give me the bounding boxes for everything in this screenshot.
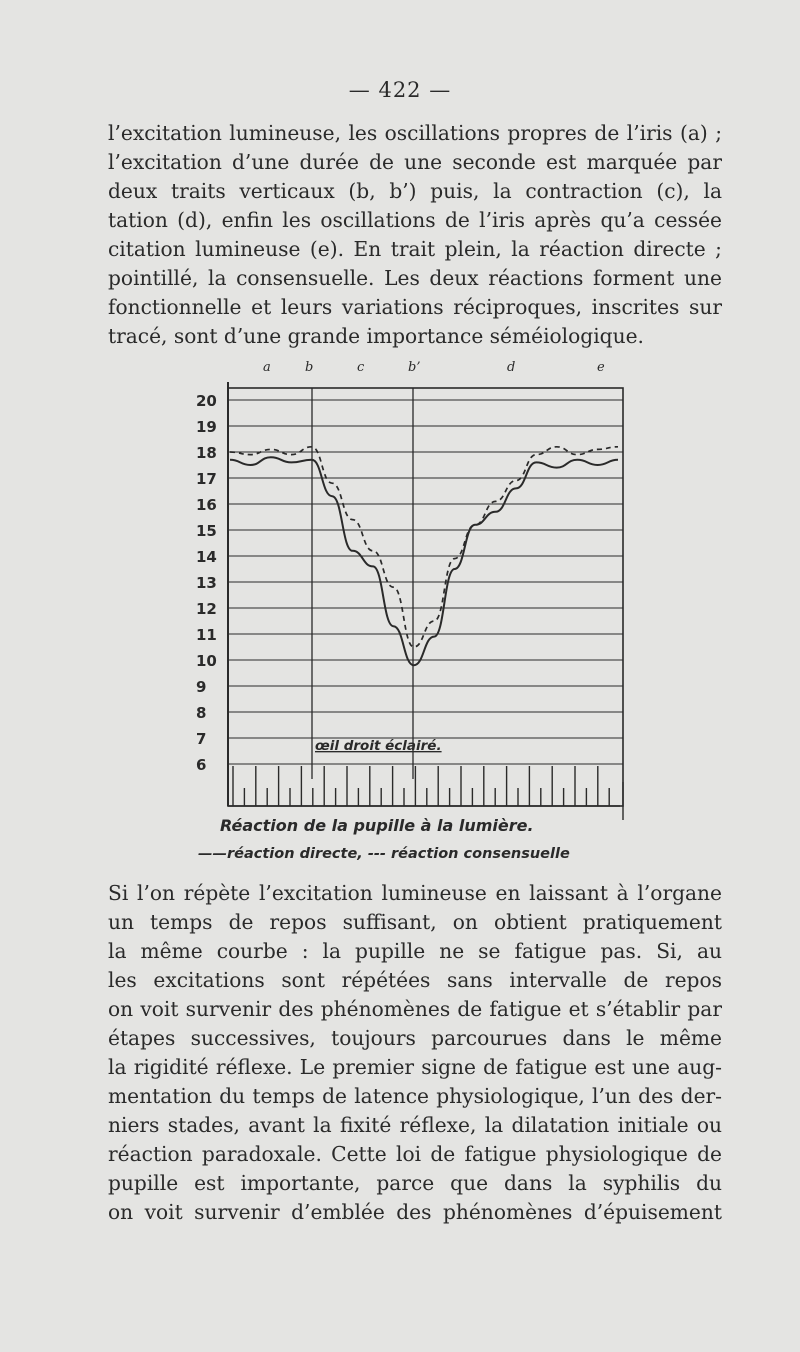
y-tick-labels <box>196 392 217 774</box>
y-tick-label: 11 <box>196 626 217 644</box>
pupil-reaction-chart <box>170 352 650 872</box>
text-line: on voit survenir d’emblée des phénomènes d’épuisement <box>108 1200 722 1224</box>
grid-lines <box>228 400 623 764</box>
text-line: pupille est importante, parce que dans la syphilis du <box>108 1171 722 1195</box>
eye-lit-label: œil droit éclairé. <box>315 738 442 754</box>
text-line: tation (d), enfin les oscillations de l’iris après qu’a cessée <box>108 208 722 232</box>
text-line: tracé, sont d’une grande importance séméiologique. <box>108 324 644 348</box>
text-line: étapes successives, toujours parcourues dans le même <box>108 1026 722 1050</box>
phase-letter-d: d <box>507 360 516 375</box>
text-line: la rigidité réflexe. Le premier signe de fatigue est une aug- <box>108 1055 722 1079</box>
y-tick-label: 10 <box>196 652 217 670</box>
phase-letter-b-prime: b’ <box>408 360 421 375</box>
y-tick-label: 13 <box>196 574 217 592</box>
text-line: deux traits verticaux (b, b’) puis, la contraction (c), la <box>108 179 722 203</box>
time-ticks <box>228 766 623 820</box>
consensual-reaction-curve <box>230 447 618 647</box>
paragraph-intro <box>108 119 722 351</box>
y-tick-label: 12 <box>196 600 217 618</box>
text-line: on voit survenir des phénomènes de fatigue et s’établir par <box>108 997 722 1021</box>
phase-letter-c: c <box>357 360 365 375</box>
y-tick-label: 17 <box>196 470 217 488</box>
figure-caption-legend: ——réaction directe, --- réaction consensuelle <box>198 846 570 862</box>
text-line: un temps de repos suffisant, on obtient pratiquement <box>108 910 722 934</box>
text-line: citation lumineuse (e). En trait plein, la réaction directe ; <box>108 237 722 261</box>
text-line: niers stades, avant la fixité réflexe, la dilatation initiale ou <box>108 1113 722 1137</box>
y-tick-label: 18 <box>196 444 217 462</box>
y-tick-label: 16 <box>196 496 217 514</box>
y-tick-label: 20 <box>196 392 217 410</box>
text-line: réaction paradoxale. Cette loi de fatigue physiologique de <box>108 1142 722 1166</box>
phase-letter-a: a <box>263 360 271 375</box>
paragraph-fatigue <box>108 879 722 1227</box>
text-line: pointillé, la consensuelle. Les deux réactions forment une <box>108 266 722 290</box>
text-line: fonctionnelle et leurs variations réciproques, inscrites sur <box>108 295 722 319</box>
y-tick-label: 8 <box>196 704 207 722</box>
y-tick-label: 19 <box>196 418 217 436</box>
text-line: l’excitation d’une durée de une seconde est marquée par <box>108 150 722 174</box>
y-tick-label: 14 <box>196 548 217 566</box>
text-line: mentation du temps de latence physiologique, l’un des der- <box>108 1084 722 1108</box>
y-tick-label: 6 <box>196 756 207 774</box>
text-line: les excitations sont répétées sans intervalle de repos <box>108 968 722 992</box>
text-line: l’excitation lumineuse, les oscillations propres de l’iris (a) ; <box>108 121 722 145</box>
y-tick-label: 9 <box>196 678 207 696</box>
figure-caption-title: Réaction de la pupille à la lumière. <box>220 816 534 835</box>
text-line: la même courbe : la pupille ne se fatigue pas. Si, au <box>108 939 722 963</box>
text-line: Si l’on répète l’excitation lumineuse en laissant à l’organe <box>108 881 722 905</box>
page-number: — 422 — <box>348 78 452 102</box>
y-tick-label: 7 <box>196 730 207 748</box>
y-tick-label: 15 <box>196 522 217 540</box>
phase-letter-e: e <box>597 360 605 375</box>
phase-letter-b: b <box>305 360 314 375</box>
pupil-reaction-figure <box>170 352 650 872</box>
